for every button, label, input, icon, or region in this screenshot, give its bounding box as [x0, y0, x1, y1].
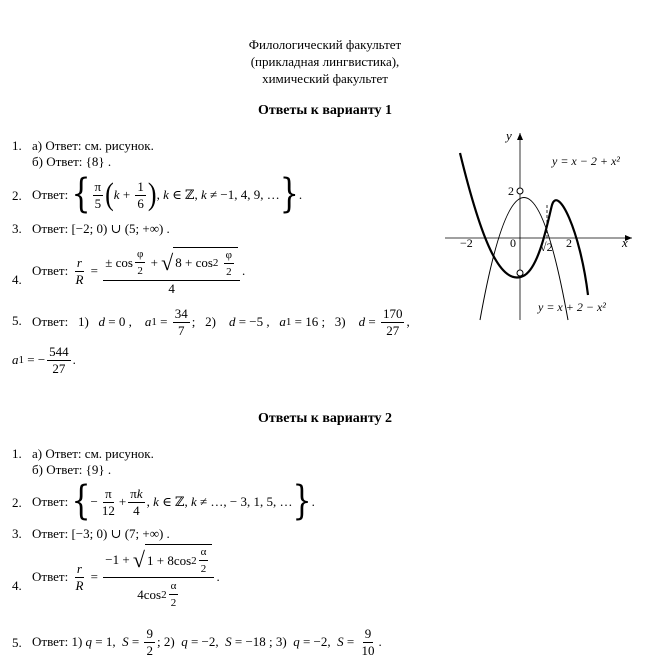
v1-q2-label: Ответ: [32, 187, 69, 202]
v2-q5-number: 5. [12, 635, 22, 650]
v2-q2-number: 2. [12, 495, 22, 510]
v1-q5-answer-line2: a 1 = − $\frac{544}{27}$ . [12, 343, 76, 376]
variant-2-title: Ответы к варианту 2 [257, 411, 393, 426]
header-line-2: (прикладная лингвистика), [250, 54, 400, 69]
v2-q3-answer: Ответ: [−3; 0) ∪ (7; +∞) . [32, 526, 170, 541]
v1-q3-number: 3. [12, 221, 22, 236]
v1-q4-number: 4. [12, 272, 22, 287]
v1-q4-answer: Ответ: $\frac{r}{R}$ = ± cos $\frac{\varphi}{2}$ + √ 8 + cos 2 $\frac{\varphi}{2}$ 4 . [32, 248, 246, 296]
v2-q1-answer-a: а) Ответ: см. рисунок. [32, 446, 154, 461]
v2-q2-label: Ответ: [32, 494, 69, 509]
curve-thick [460, 153, 588, 295]
v2-q4-number: 4. [12, 578, 22, 593]
v2-q4-label: Ответ: [32, 569, 69, 584]
v2-q2-answer: Ответ: { − $\frac{\pi}{12}$ + $\frac{\pi k}{4}$ , k ∈ ℤ, k ≠ …, − 3, 1, 5, … } . [32, 477, 315, 525]
x-axis-label: x [622, 235, 628, 250]
header-line-1: Филологический факультет [248, 37, 402, 52]
curve-lower-label: y = x + 2 − x² [538, 300, 606, 314]
point-0-2 [517, 188, 523, 194]
tick-neg2: −2 [460, 236, 473, 250]
header-line-3: химический факультет [262, 71, 388, 86]
curve-upper-label: y = x − 2 + x² [552, 154, 620, 168]
tick-sqrt2: √2 [540, 240, 553, 254]
tick-0: 0 [510, 236, 516, 250]
v1-q5-answer-line1: Ответ: 1) d = 0 , a 1 = $\frac{34}{7}$ ; 2) d = −5 , a 1 = 16 ; 3) d = $\frac{170}{27}$ , [32, 305, 410, 338]
v2-q1-answer-b: б) Ответ: {9} . [32, 462, 112, 477]
v1-q1-number: 1. [12, 138, 22, 153]
faculty-header [0, 36, 650, 87]
point-0-neg2 [517, 270, 523, 276]
variant-1-title: Ответы к варианту 1 [257, 103, 393, 118]
v1-q4-label: Ответ: [32, 263, 69, 278]
v2-q5-answer: Ответ: 1) q = 1, S = $\frac{9}{2}$ ; 2) q = −2, S = −18 ; 3) q = −2, S = $\frac{9}{10}$ . [32, 625, 382, 658]
v2-q1-number: 1. [12, 446, 22, 461]
v1-q5-number: 5. [12, 313, 22, 328]
v2-q3-number: 3. [12, 526, 22, 541]
v2-q4-answer: Ответ: $\frac{r}{R}$ = −1 + √ 1 + 8cos 2 $\frac{\alpha}{2}$ 4cos 2 $\frac{\alpha}{2}$ . [32, 546, 220, 609]
v1-q5-label: Ответ: [32, 314, 69, 329]
y-axis-label: y [506, 128, 512, 143]
v1-q2-answer: Ответ: { $\frac{\pi}{5}$ ( k + $\frac{1}{6}$ ) , k ∈ ℤ, k ≠ −1, 4, 9, … } . [32, 170, 303, 218]
v1-q1-answer-b: б) Ответ: {8} . [32, 154, 112, 169]
tick-2: 2 [566, 236, 572, 250]
v2-q5-label: Ответ: [32, 634, 69, 649]
v1-q3-answer: Ответ: [−2; 0) ∪ (5; +∞) . [32, 221, 170, 236]
parabolas-graph [440, 125, 640, 325]
tick-y2: 2 [508, 184, 514, 198]
v1-q1-answer-a: а) Ответ: см. рисунок. [32, 138, 154, 153]
v1-q2-number: 2. [12, 188, 22, 203]
